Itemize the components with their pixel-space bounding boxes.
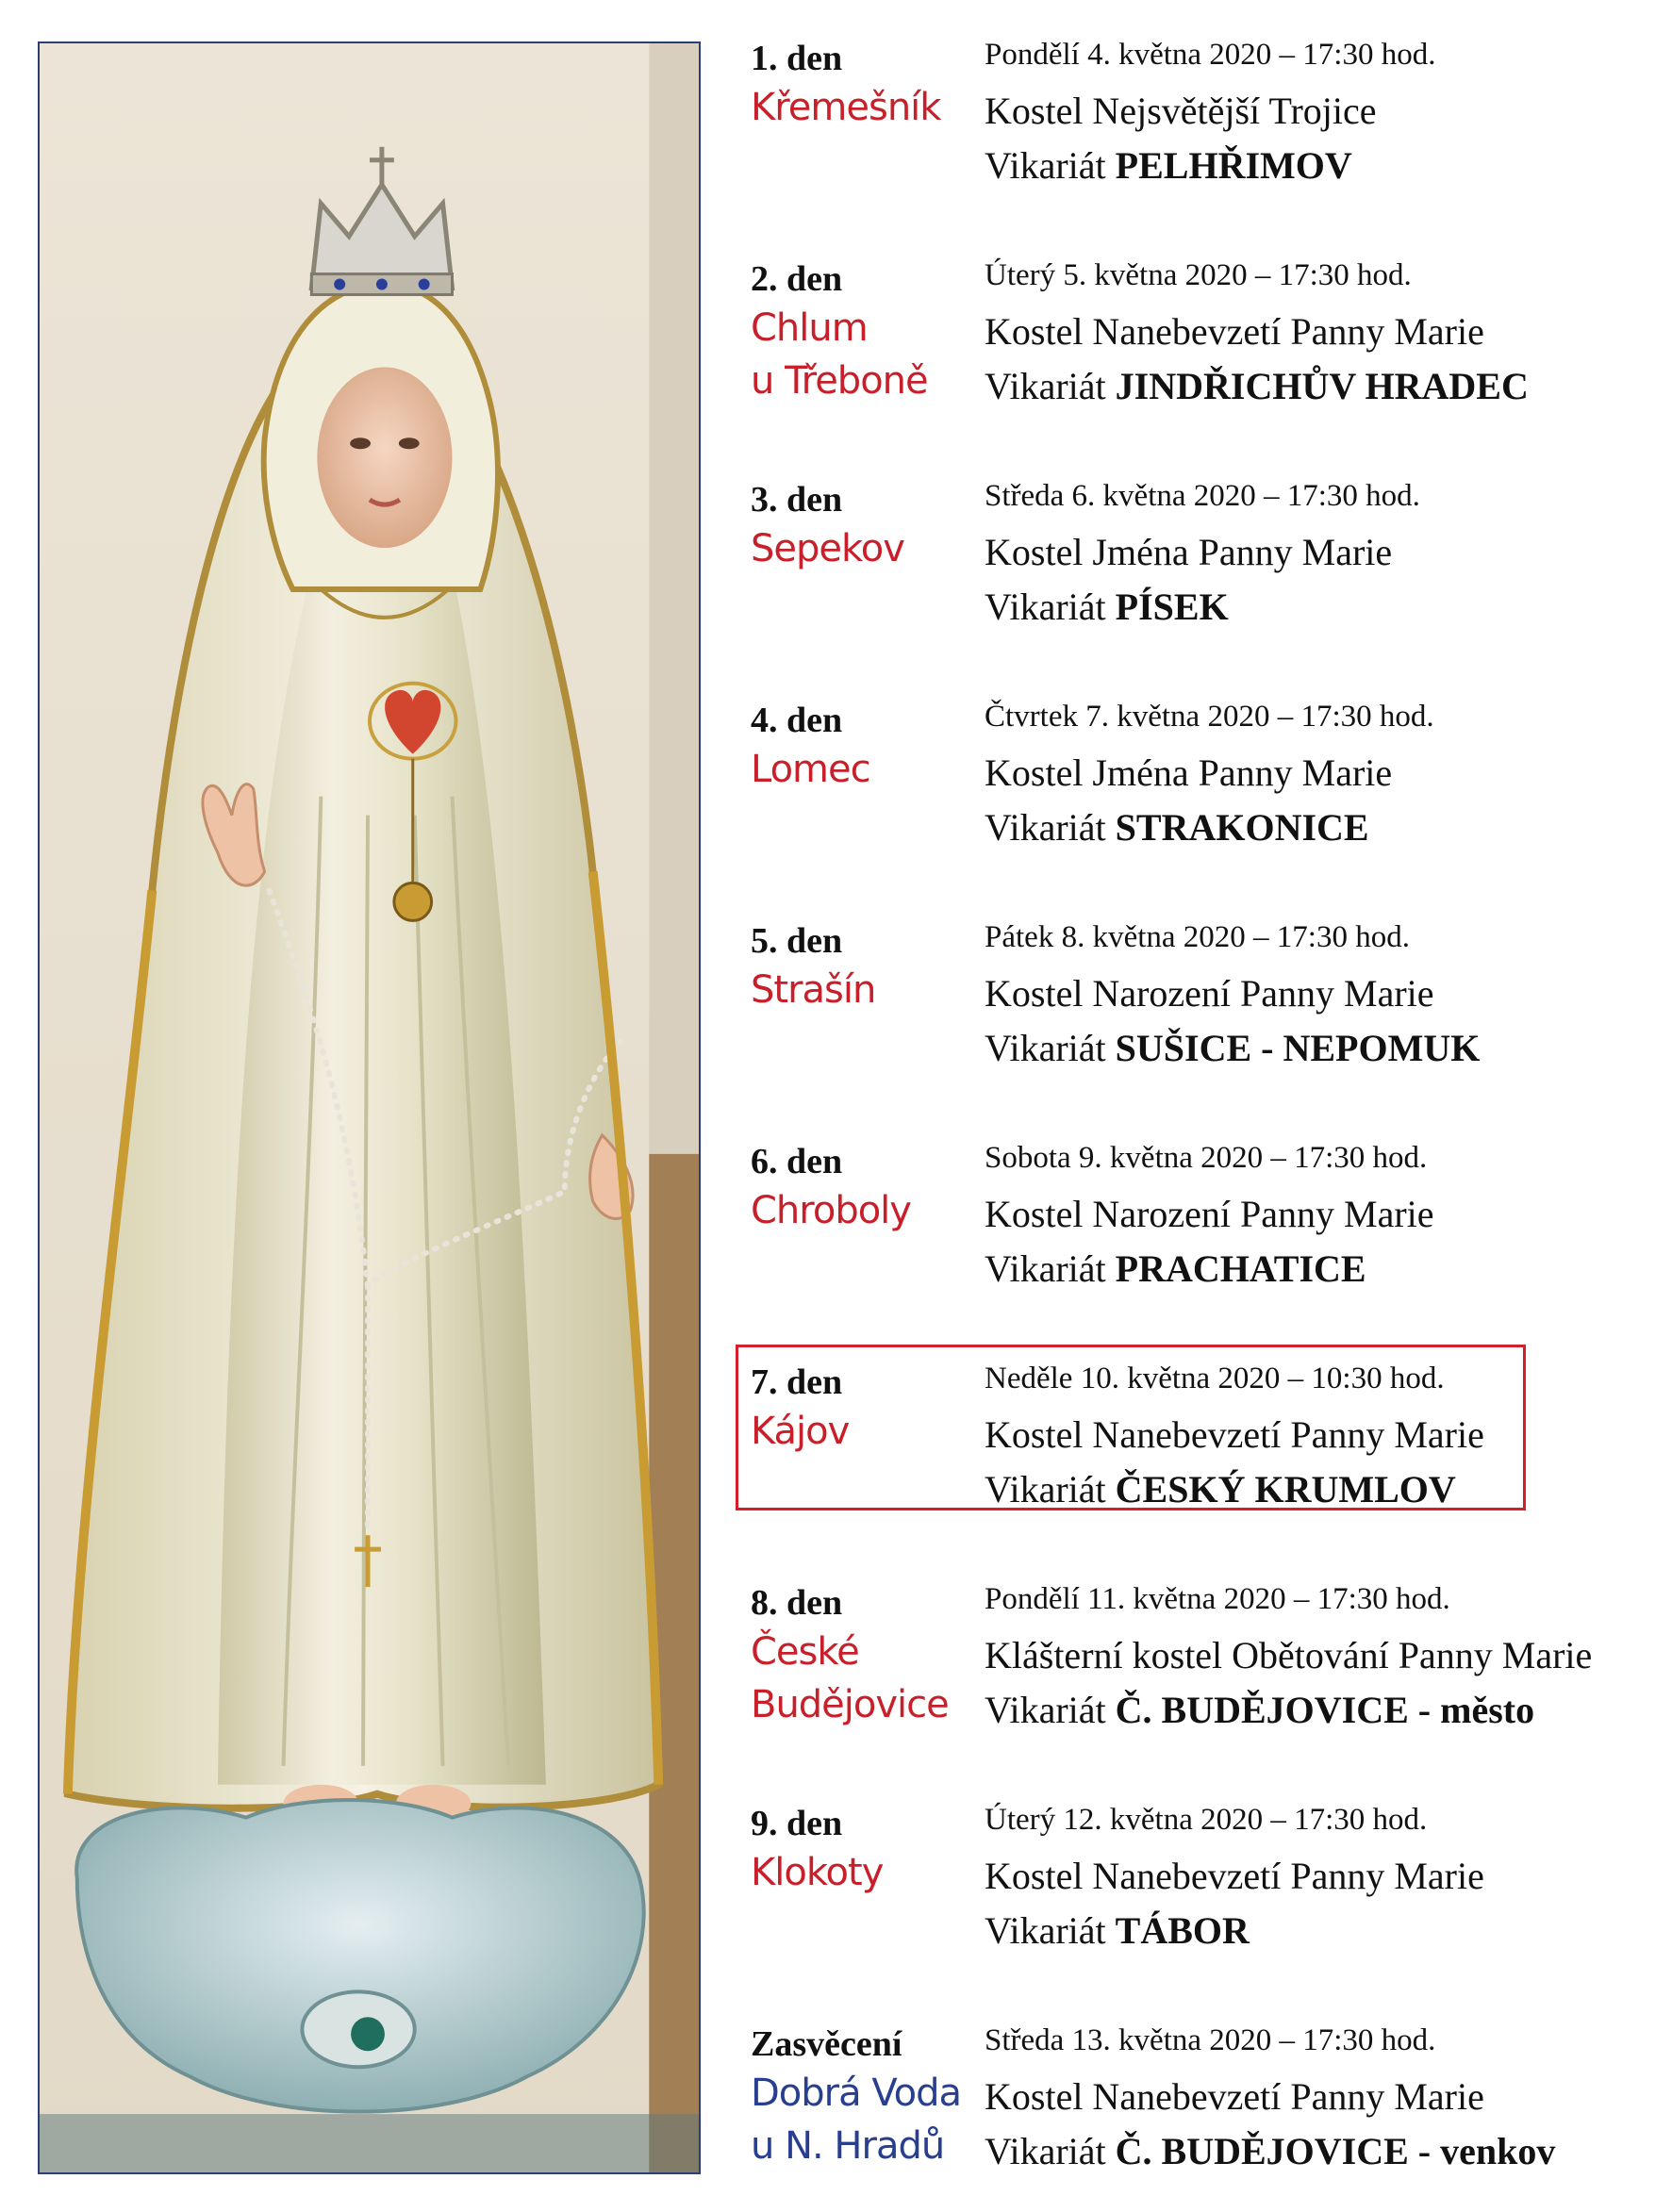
schedule-entry — [751, 258, 1647, 447]
entry-vicariate — [985, 364, 1529, 408]
pendant-orb — [394, 883, 432, 920]
schedule-entry — [751, 479, 1647, 668]
entry-place-line: Lomec — [751, 748, 870, 791]
vicariate-name: JINDŘICHŮV HRADEC — [1115, 365, 1529, 407]
entry-date: Pátek 8. května 2020 – 17:30 hod. — [985, 920, 1410, 954]
entry-vicariate — [985, 1908, 1250, 1953]
entry-place-line: u Třeboně — [751, 359, 928, 403]
schedule-entry-highlighted — [751, 1362, 1647, 1550]
face — [317, 367, 452, 548]
entry-place-line: Chroboly — [751, 1189, 911, 1232]
entry-church: Kostel Narození Panny Marie — [985, 1193, 1434, 1235]
entry-place-line: Kájov — [751, 1410, 850, 1453]
entry-day: Zasvěcení — [751, 2024, 902, 2064]
entry-day: 2. den — [751, 259, 843, 299]
entry-place — [751, 302, 977, 407]
entry-church: Kostel Nanebevzetí Panny Marie — [985, 1855, 1484, 1897]
entry-place — [751, 81, 977, 134]
vicariate-prefix: Vikariát — [985, 2130, 1106, 2172]
vicariate-name: TÁBOR — [1115, 1909, 1250, 1952]
entry-place-line: u N. Hradů — [751, 2124, 945, 2168]
entry-place-line: Sepekov — [751, 527, 904, 570]
entry-vicariate — [985, 1688, 1534, 1732]
vicariate-name: ČESKÝ KRUMLOV — [1115, 1468, 1456, 1510]
entry-church: Kostel Nanebevzetí Panny Marie — [985, 310, 1484, 353]
vicariate-prefix: Vikariát — [985, 1689, 1106, 1731]
vicariate-prefix: Vikariát — [985, 1468, 1106, 1510]
entry-date: Úterý 5. května 2020 – 17:30 hod. — [985, 258, 1412, 292]
statue-illustration — [40, 43, 699, 2172]
schedule-entry — [751, 1141, 1647, 1329]
entry-church: Kostel Jména Panny Marie — [985, 751, 1393, 794]
entry-place — [751, 522, 977, 575]
entry-vicariate — [985, 805, 1369, 850]
crown-icon — [311, 147, 452, 295]
entry-date: Neděle 10. května 2020 – 10:30 hod. — [985, 1362, 1445, 1395]
vicariate-name: PRACHATICE — [1115, 1247, 1366, 1290]
entry-church: Kostel Nejsvětější Trojice — [985, 90, 1377, 132]
schedule-entry — [751, 1582, 1647, 1771]
entry-date: Úterý 12. května 2020 – 17:30 hod. — [985, 1803, 1428, 1837]
entry-church: Kostel Nanebevzetí Panny Marie — [985, 2075, 1484, 2118]
entry-day: 5. den — [751, 921, 843, 961]
entry-vicariate — [985, 1246, 1366, 1291]
entry-place-line: Budějovice — [751, 1683, 949, 1726]
entry-day: 1. den — [751, 39, 843, 78]
entry-day: 6. den — [751, 1142, 843, 1181]
entry-vicariate — [985, 2129, 1555, 2173]
schedule-entry — [751, 700, 1647, 888]
entry-day: 4. den — [751, 701, 843, 740]
schedule-entry — [751, 1803, 1647, 1991]
vicariate-prefix: Vikariát — [985, 806, 1106, 849]
entry-place — [751, 2067, 977, 2172]
entry-place — [751, 743, 977, 796]
entry-church: Kostel Narození Panny Marie — [985, 972, 1434, 1015]
entry-place — [751, 1184, 977, 1237]
statue-photo — [38, 41, 701, 2174]
entry-vicariate — [985, 1026, 1480, 1070]
schedule-entry — [751, 920, 1647, 1109]
vicariate-prefix: Vikariát — [985, 1247, 1106, 1290]
entry-place-line: Strašín — [751, 968, 876, 1012]
schedule-entry — [751, 38, 1647, 226]
entry-place — [751, 964, 977, 1016]
entry-date: Středa 13. května 2020 – 17:30 hod. — [985, 2023, 1436, 2057]
entry-vicariate — [985, 1467, 1456, 1511]
vicariate-prefix: Vikariát — [985, 365, 1106, 407]
vicariate-name: Č. BUDĚJOVICE - venkov — [1115, 2130, 1556, 2172]
entry-church: Klášterní kostel Obětování Panny Marie — [985, 1634, 1593, 1676]
vicariate-name: PÍSEK — [1115, 586, 1229, 628]
vicariate-prefix: Vikariát — [985, 144, 1106, 187]
entry-place — [751, 1846, 977, 1899]
entry-place-line: Klokoty — [751, 1851, 884, 1894]
vicariate-name: PELHŘIMOV — [1115, 144, 1352, 187]
entry-place-line: Chlum — [751, 306, 868, 350]
entry-vicariate — [985, 143, 1352, 188]
vicariate-prefix: Vikariát — [985, 1027, 1106, 1069]
entry-church: Kostel Jména Panny Marie — [985, 531, 1393, 573]
entry-day: 7. den — [751, 1362, 843, 1402]
entry-day: 3. den — [751, 480, 843, 520]
entry-day: 8. den — [751, 1583, 843, 1623]
entry-place — [751, 1405, 977, 1458]
entry-place-line: Křemešník — [751, 86, 941, 129]
entry-place-line: Dobrá Voda — [751, 2072, 961, 2115]
vicariate-prefix: Vikariát — [985, 586, 1106, 628]
entry-date: Středa 6. května 2020 – 17:30 hod. — [985, 479, 1420, 513]
entry-vicariate — [985, 585, 1229, 629]
entry-church: Kostel Nanebevzetí Panny Marie — [985, 1413, 1484, 1456]
entry-place — [751, 1626, 977, 1731]
entry-date: Čtvrtek 7. května 2020 – 17:30 hod. — [985, 700, 1434, 734]
schedule-entry-consecration — [751, 2023, 1647, 2212]
entry-date: Sobota 9. května 2020 – 17:30 hod. — [985, 1141, 1428, 1175]
entry-day: 9. den — [751, 1804, 843, 1843]
cloud-center — [351, 2017, 385, 2051]
vicariate-name: Č. BUDĚJOVICE - město — [1115, 1689, 1535, 1731]
entry-place-line: České — [751, 1630, 859, 1674]
vicariate-prefix: Vikariát — [985, 1909, 1106, 1952]
vicariate-name: STRAKONICE — [1115, 806, 1369, 849]
entry-date: Pondělí 4. května 2020 – 17:30 hod. — [985, 38, 1436, 72]
entry-date: Pondělí 11. května 2020 – 17:30 hod. — [985, 1582, 1450, 1616]
floor-shadow — [40, 2114, 699, 2172]
vicariate-name: SUŠICE - NEPOMUK — [1115, 1027, 1481, 1069]
